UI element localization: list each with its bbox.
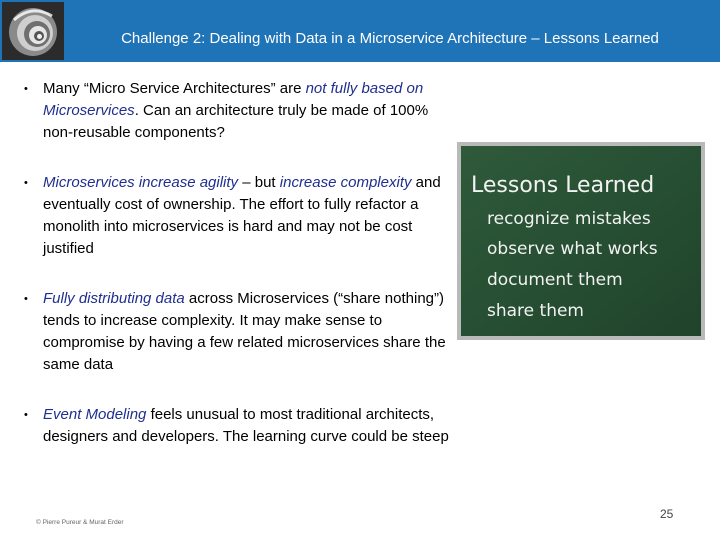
bullet-marker: • <box>24 293 28 305</box>
text-run: feels unusual to most traditional architects, designers and developers. The learning curve could be steep <box>43 406 449 445</box>
bullet-text <box>43 288 452 376</box>
chalkboard-line: recognize mistakes <box>487 209 651 229</box>
text-run: across Microservices (“share nothing”) tends to increase complexity. It may make sense to compromise by having a few related microservices share the same data <box>43 290 446 373</box>
bullet-marker: • <box>24 83 28 95</box>
bullet-marker: • <box>24 177 28 189</box>
bullet-text <box>43 404 452 448</box>
emphasis-run: Microservices increase agility <box>43 174 239 191</box>
text-run: Many “Micro Service Architectures” are <box>43 80 306 97</box>
emphasis-run: not fully based on Microservices <box>43 80 424 119</box>
text-run: – but <box>238 174 280 191</box>
slide-header <box>0 0 720 62</box>
bullet-item <box>24 404 452 448</box>
spiral-staircase-logo-icon <box>2 2 64 60</box>
bullet-item <box>24 288 452 376</box>
text-run: and eventually cost of ownership. The effort to fully refactor a monolith into microservices is hard and may not be cost justified <box>43 174 441 257</box>
emphasis-run: Event Modeling <box>43 406 147 423</box>
bullet-text <box>43 172 452 260</box>
emphasis-run: increase complexity <box>279 174 412 191</box>
page-number: 25 <box>660 507 674 521</box>
chalkboard-line: share them <box>487 301 584 321</box>
copyright-text: © Pierre Pureur & Murat Erder <box>36 519 124 526</box>
bullet-marker: • <box>24 409 28 421</box>
emphasis-run: Fully distributing data <box>43 290 185 307</box>
chalkboard-heading: Lessons Learned <box>471 173 655 198</box>
lessons-learned-chalkboard-image <box>457 142 705 340</box>
bullet-item <box>24 78 452 144</box>
slide-title: Challenge 2: Dealing with Data in a Microservice Architecture – Lessons Learned <box>121 30 659 47</box>
bullet-text <box>43 78 452 144</box>
chalkboard-line: document them <box>487 270 623 290</box>
text-run: . Can an architecture truly be made of 100% non-reusable components? <box>43 102 429 141</box>
chalkboard-line: observe what works <box>487 239 658 259</box>
bullet-item <box>24 172 452 260</box>
